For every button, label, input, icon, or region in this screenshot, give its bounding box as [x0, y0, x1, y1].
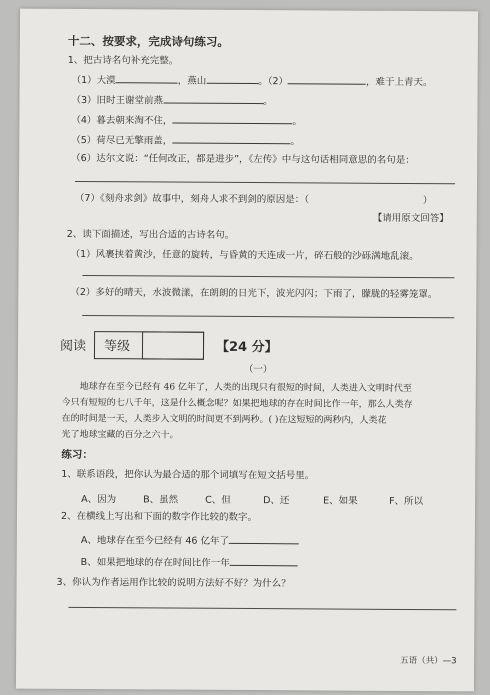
answer-line: [75, 181, 455, 184]
answer-line: [82, 275, 454, 278]
passage-line: 地球存在至今已经有 46 亿年了，人类的出现只有很短的时间，人类进入文明时代至: [79, 381, 412, 395]
item-7-close: ）: [422, 195, 433, 207]
exam-paper: [16, 9, 478, 692]
practice-question-2a: A、地球存在至今已经有 46 亿年了: [81, 533, 299, 548]
practice-question-2b: B、如果把地球的存在时间比作一年: [81, 555, 298, 570]
option-f: F、所以: [389, 495, 424, 508]
passage-line: 在的时间是一天，人类步入文明的时间更不到两秒。( )在这短短的两秒内，人类花: [61, 413, 387, 426]
option-a: A、因为: [81, 493, 117, 506]
reading-score: 【24 分】: [215, 339, 278, 356]
passage-line: 光了地球宝藏的百分之六十。: [61, 429, 179, 441]
passage-part: （一）: [243, 363, 273, 376]
item-4-line: （4）暮去朝来淘不住， 。: [71, 114, 303, 128]
option-d: D、还: [263, 495, 290, 507]
item-7-text: （7）《刻舟求剑》故事中，刻舟人求不到剑的原因是：（: [74, 192, 309, 206]
practice-question-3: 3、你认为作者运用作比较的说明方法好不好？为什么？: [56, 576, 291, 590]
answer-line: [82, 315, 454, 318]
reading-label: 阅读: [59, 338, 87, 355]
item-3-line: （3）旧时王谢堂前燕 。: [71, 94, 273, 108]
section-title: 十二、按要求，完成诗句练习。: [67, 33, 229, 49]
item-6-line: （6）达尔文说：“任何改正，都是进步”，《左传》中与这句话相同意思的名句是：: [71, 152, 415, 167]
question-2-2: （2）多好的晴天，水波微漾，在朗朗的日光下，波光闪闪；下雨了，朦胧的轻雾笼罩。: [70, 286, 438, 301]
practice-label: 练习：: [61, 448, 93, 462]
answer-line: [68, 607, 456, 610]
item-5-line: （5）荷尽已无擎雨盖， 。: [71, 134, 300, 148]
passage-line: 今只有短短的七八千年，这是什么概念呢？如果把地球的存在时间比作一年，那么人类存: [61, 397, 413, 411]
option-c: C、但: [205, 494, 231, 506]
question-1-intro: 1、把古诗名句补充完整。: [67, 54, 179, 67]
grade-label: 等级: [103, 339, 131, 355]
question-2-1: （1）风裹挟着黄沙，任意的旋转，与昏黄的天连成一片，碎石般的沙砾满地乱滚。: [70, 248, 419, 263]
option-e: E、如果: [323, 495, 358, 507]
practice-question-2: 2、在横线上写出和下面的数字作比较的数字。: [60, 510, 258, 524]
option-b: B、虽然: [143, 494, 179, 506]
question-2-intro: 2、读下面描述，写出合适的古诗名句。: [66, 228, 235, 241]
item-7-note: 【请用原文回答】: [372, 212, 449, 225]
page-number: 五语（共）—3: [400, 655, 457, 667]
grade-input-box[interactable]: [142, 331, 204, 359]
practice-question-1: 1、联系语段，把你认为最合适的那个词填写在短文括号里。: [61, 468, 315, 482]
item-1-2-line: （1）大漠 ，燕山 。（2） ，难于上青天。: [71, 74, 433, 89]
